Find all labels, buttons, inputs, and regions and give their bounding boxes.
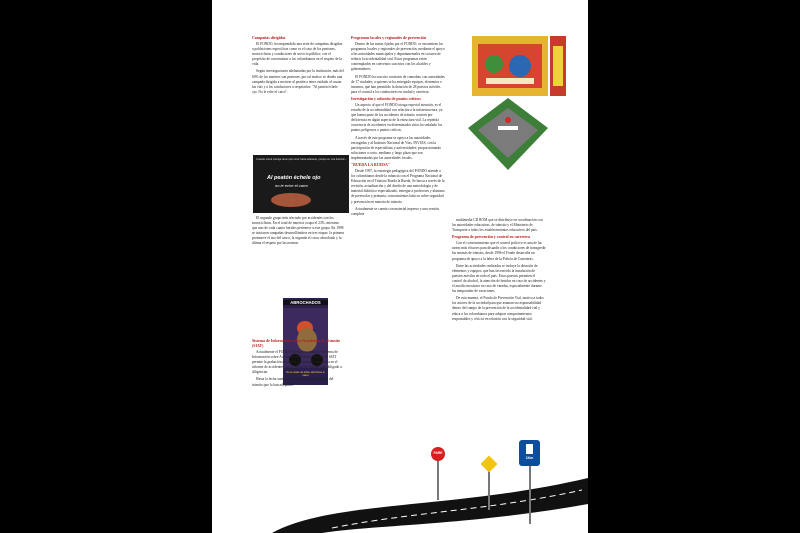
paragraph: multimedia CD ROM que se distribuye en coordinación con las autoridades educativas, de tránsito y el Ministerio de Transporte a todos los establecimientos educativos del país. bbox=[452, 218, 543, 233]
paragraph: Actualmente se cuenta con material impreso y una versión completa bbox=[351, 206, 440, 216]
paragraph: Con el convencimiento que el control policivo es una de las tareas más eficaces para disuadir a los conductores de transgredir las normas de tránsito, desde 1996 el Fondo desarrolla un programa de apoyo a la labor de la Policía de Carreteras. bbox=[452, 241, 546, 261]
paragraph: Un aspecto al que el FONDO otorga especial atención, es el estudio de la accidentalidad con relación a la infraestructura, ya que buena parte de los accidentes de tránsito ocurren por deficiencia en algún aspecto de la estructura vial. La repetida ocurrencia de accidentes en determinados sitios ha señalado los puntos peligrosos o puntos críticos. bbox=[351, 102, 443, 133]
heading-programas: Programas locales y regionales de prevención bbox=[351, 36, 427, 40]
road-illustration bbox=[212, 470, 588, 533]
km-sign-label: 1Km bbox=[525, 456, 534, 460]
paragraph: El FONDO ha suscrito contratos de comodato con autoridades de 17 ciudades, a quienes se ha entregado equipos, elementos e insumos, que han permitido la dotación de 28 puestos móviles para el control a los conductores en ciudad y carretera. bbox=[351, 74, 445, 94]
hand-image bbox=[271, 193, 311, 207]
fuel-km-sign-icon bbox=[519, 440, 540, 466]
pedestrian-sign-pole bbox=[488, 470, 490, 510]
column-3 bbox=[452, 218, 546, 324]
column-1-bottom bbox=[252, 337, 344, 390]
paragraph: El segundo grupo más afectado por accidentes son los motociclistas. En el total de muertos ocupa el 23%, mientras que uno de cada cuatro heridos pertenece a este grupo. En 1998 se iniciaron campañas desarrollándose en tres etapas: la primera promueve el uso del casco, la segunda el casco abrochado y la última el respeto por las normas. bbox=[252, 216, 345, 246]
stop-sign-icon bbox=[431, 447, 445, 461]
paragraph: El FONDO, ha emprendido una serie de campañas dirigidas a poblaciones especificas como es el caso de los peatones, motociclistas y conductores de servicio público; con el propósito de concientizar a los colombianos en el respeto de la vida. bbox=[252, 42, 343, 67]
heading-rueda: "RUEDA LA RUEDA" bbox=[351, 162, 390, 167]
heading-campanas: Campañas dirigidas bbox=[252, 36, 286, 40]
column-2 bbox=[351, 34, 445, 219]
column-1-middle bbox=[252, 216, 344, 249]
paragraph: A través de este programa se apoya a las autoridades encargadas y al Instituto Nacional de Vías, INVIAS, con la participación de especialistas y universidades; proporcionando soluciones a corto, mediano y largo plazo que son implementadas por las autoridades locales. bbox=[351, 135, 441, 160]
poster-caption: Cuando usted maneja tiene que mirar hacia adelante, porque en una fracción... bbox=[256, 158, 348, 161]
heading-carretera: Programa de prevención y control en carretera bbox=[452, 235, 530, 240]
side-poster-illustration bbox=[550, 36, 566, 96]
poster-slogan: Al peatón échele ojo bbox=[267, 175, 321, 181]
stop-sign-pole bbox=[437, 460, 439, 500]
paragraph: Actualmente el FONDO ha implementado un Sistema de Información sobre Accidentes de Tránsito (SIAT). El SIAT permite la grabación de toda la información contenida en el informe de accidentes que el agente de tránsito está obligado a diligenciar. bbox=[252, 350, 342, 375]
heading-investigacion: Investigación y solución de puntos críticos bbox=[351, 96, 421, 101]
stop-sign-label: PARE bbox=[433, 451, 443, 455]
km-sign-pole bbox=[529, 466, 531, 524]
paragraph: Hasta la fecha suman 20 las entidades reguladoras del tránsito que lo han adoptado. bbox=[252, 377, 334, 387]
fuel-pump-icon bbox=[519, 442, 540, 456]
poster-slogan-2: no le eche el carro bbox=[275, 183, 308, 188]
heading-siat: Sistema de Información sobre Accidentes de Tránsito (SIAT) bbox=[252, 339, 340, 348]
poster-tagline: No se suelte de arriba, abróchese el casco bbox=[286, 371, 325, 377]
pedestrian-campaign-poster bbox=[253, 155, 349, 213]
street-crossing-illustration bbox=[468, 98, 548, 170]
paragraph: De esta manera, el Fondo de Prevención Vial, motiva a todos los actores de la sociedad para que asuman su responsabilidad dentro del campo de la prevención de la accidentalidad vial y educa a los colombianos para adoptar comportamientos responsables y cívicos en relación con la seguridad vial. bbox=[452, 296, 544, 321]
paragraph: Entre las actividades realizadas se incluye la dotación de elementos y equipos, que han favorecido la instalación de puestos móviles en todo el país. Estos puestos permiten el control de alcohol, la atención de heridos en caso de accidentes y el auxilio mecánico en caso de varadas, especialmente durante las temporadas de vacaciones. bbox=[452, 263, 546, 294]
children-traffic-illustration bbox=[472, 36, 548, 96]
paragraph: Dentro de las metas fijadas por el FONDO, se encuentran los programas locales y regionales de prevención, mediante el apoyo a las autoridades municipales y departamentales en su tarea de reducir la accidentalidad vial. Estos programas están contemplados en convenios suscritos con los alcaldes y gobernadores. bbox=[351, 42, 445, 72]
column-1 bbox=[252, 34, 344, 97]
poster-title: ABROCHADOS bbox=[283, 300, 328, 305]
paragraph: Según investigaciones adelantadas por la institución, más del 60% de los muertos son peatones, por tal motivo se diseño una campaña dirigida a motivar al peatón a tener cuidado al cruzar las vías y a los conductores a respetarlos: "Al peatón échele ojo. No le eche el carro". bbox=[252, 69, 344, 94]
paragraph: Desde 1997, la estrategia pedagógica del FONDO atiende a los colombianos desde la infancia con el Programa Nacional de Educación en el Tránsito Rueda la Rueda. Se busca a través de la revisión, actualización y del diseño de una metodología y de material didáctico especializado, entregar a profesores y alumnos de preescolar y primaria, conocimientos básicos sobre seguridad y prevención en materia de tránsito. bbox=[351, 168, 445, 204]
